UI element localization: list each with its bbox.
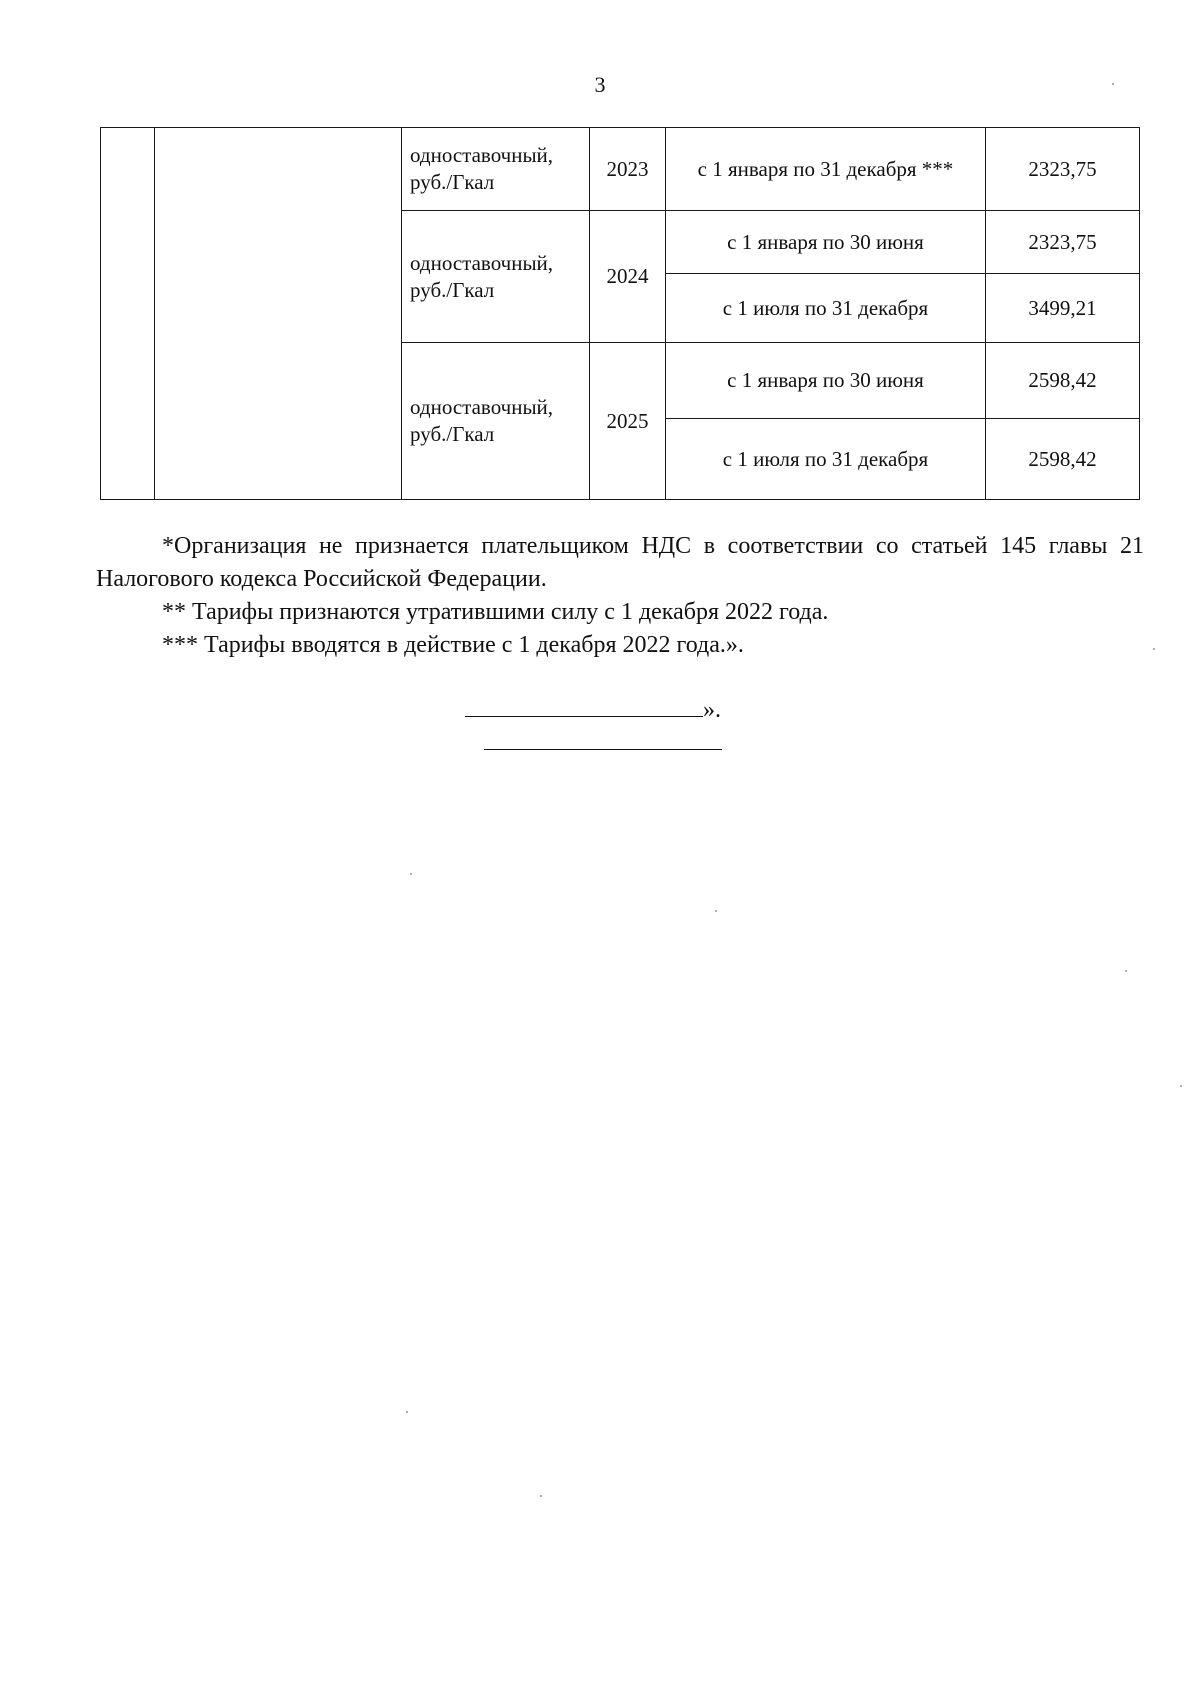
- scan-speck: [1180, 1085, 1182, 1087]
- rate-type-label: одноставочный,: [410, 395, 554, 419]
- organization-cell: [155, 128, 402, 500]
- rate-type-label: одноставочный,: [410, 250, 554, 275]
- footnotes: [96, 530, 1144, 662]
- rate-type-cell: [402, 343, 590, 500]
- number-cell: [101, 128, 155, 500]
- end-rule: [484, 749, 722, 750]
- tariff-value-cell: 2323,75: [986, 128, 1140, 211]
- rate-unit-label: руб./Гкал: [410, 422, 495, 446]
- footnote-expired: ** Тарифы признаются утратившими силу с 1 декабря 2022 года.: [162, 599, 829, 625]
- rate-type-cell: [402, 128, 590, 211]
- period-cell: с 1 июля по 31 декабря: [666, 274, 986, 343]
- tariff-value-cell: 2598,42: [986, 419, 1140, 500]
- rate-unit-label: руб./Гкал: [410, 277, 495, 302]
- blank-underline: [465, 696, 703, 717]
- scan-speck: [1153, 648, 1155, 650]
- rate-type-cell: [402, 211, 590, 343]
- scan-speck: [715, 910, 717, 912]
- period-cell: с 1 января по 30 июня: [666, 211, 986, 274]
- tariff-value-cell: 3499,21: [986, 274, 1140, 343]
- tariff-value-cell: 2323,75: [986, 211, 1140, 274]
- year-cell: 2025: [590, 343, 666, 500]
- closing-line: [465, 695, 721, 725]
- tariff-value-cell: 2598,42: [986, 343, 1140, 419]
- scan-speck: [1125, 970, 1127, 972]
- year-cell: 2024: [590, 211, 666, 343]
- year-cell: 2023: [590, 128, 666, 211]
- page-number: 3: [594, 72, 606, 97]
- footnote-effective: *** Тарифы вводятся в действие с 1 декабря 2022 года.».: [162, 632, 744, 658]
- tariff-table: [100, 127, 1140, 500]
- period-cell: с 1 января по 31 декабря ***: [666, 128, 986, 211]
- scan-speck: [1112, 83, 1114, 85]
- closing-quote: ».: [703, 697, 721, 723]
- scan-speck: [540, 1495, 542, 1497]
- period-cell: с 1 января по 30 июня: [666, 343, 986, 419]
- rate-type-label: одноставочный,: [410, 143, 554, 167]
- scan-speck: [406, 1411, 408, 1413]
- rate-unit-label: руб./Гкал: [410, 170, 495, 194]
- table-row: [101, 128, 1140, 211]
- scan-speck: [410, 873, 412, 875]
- footnote-vat: *Организация не признается плательщиком НДС в соответствии со статьей 145 главы 21 Налогового кодекса Российской Федерации.: [96, 533, 1144, 592]
- period-cell: с 1 июля по 31 декабря: [666, 419, 986, 500]
